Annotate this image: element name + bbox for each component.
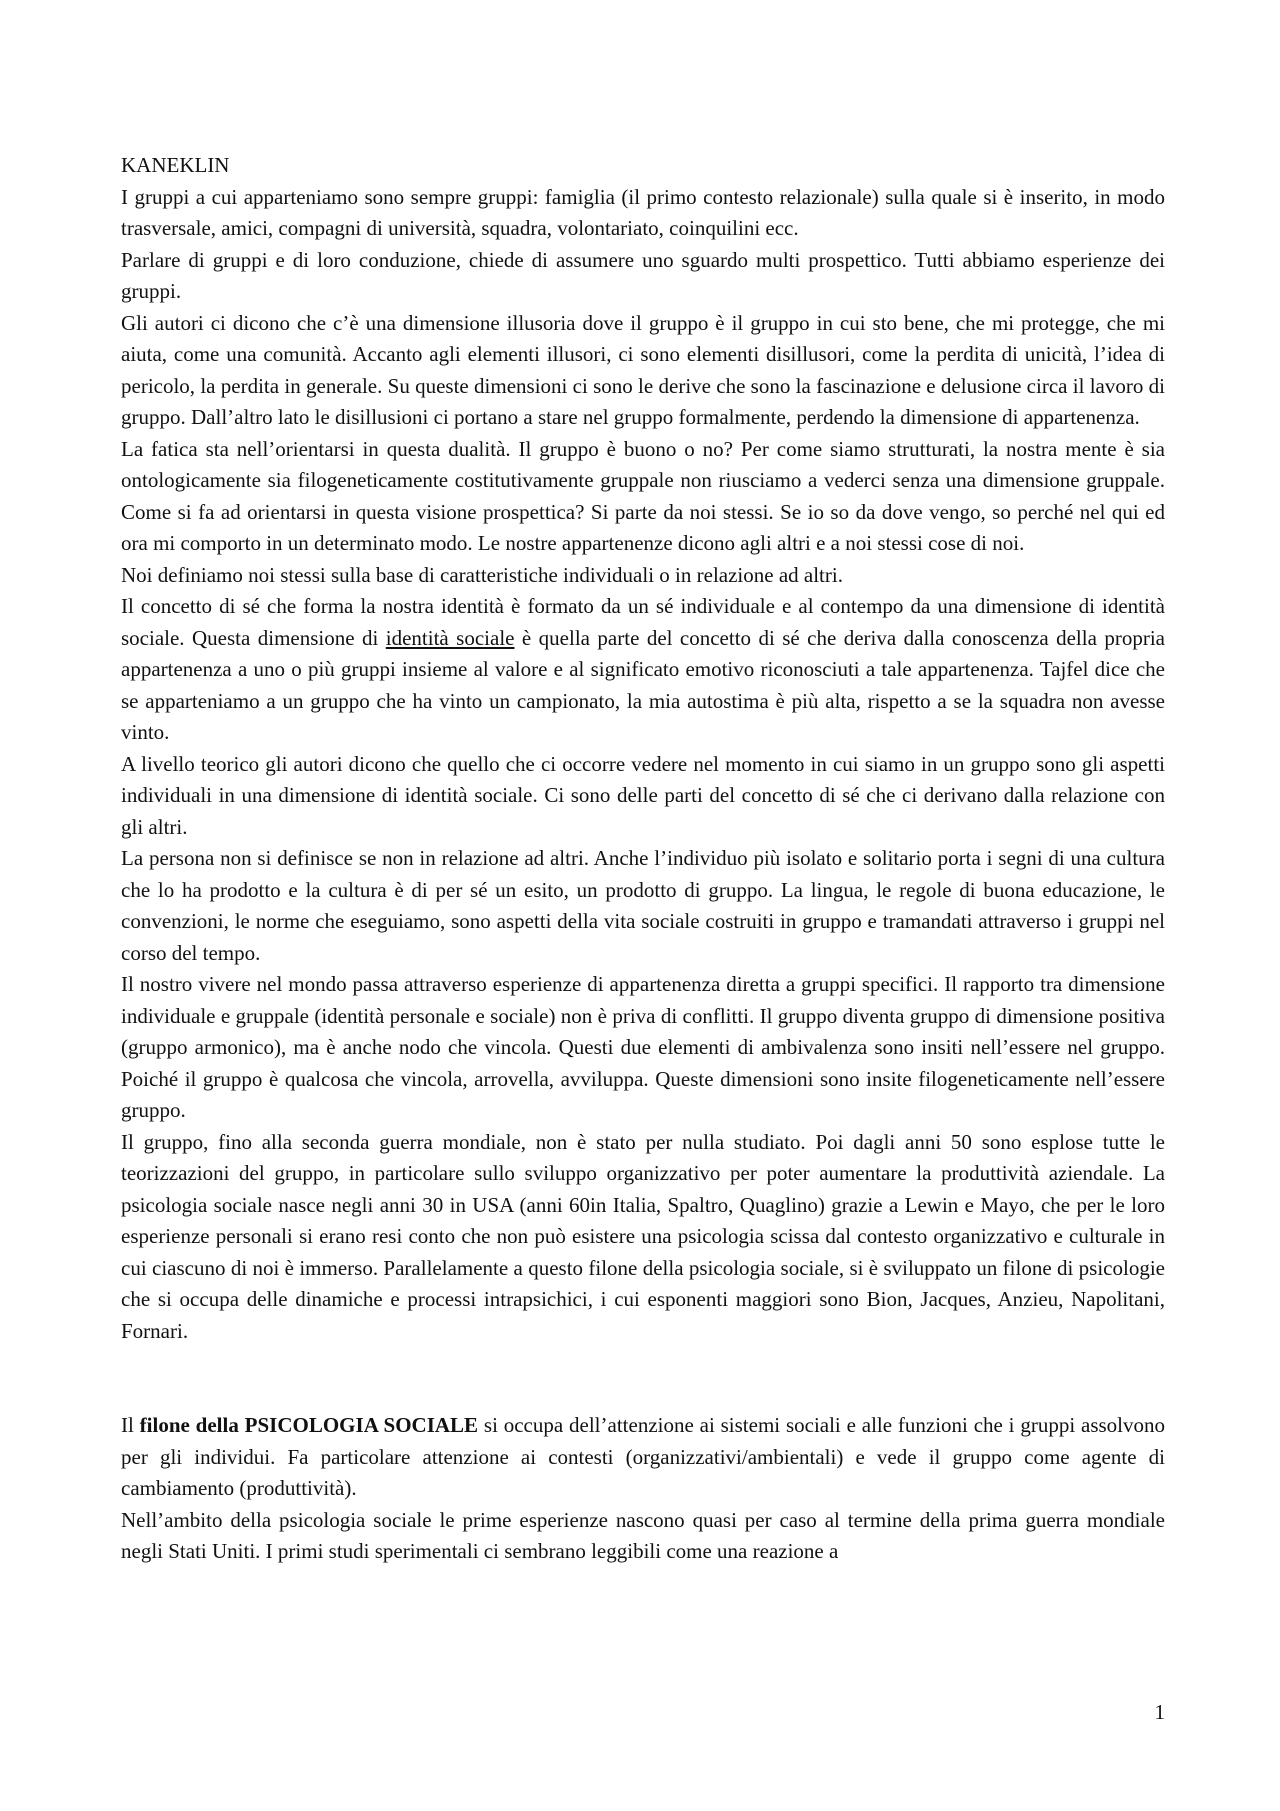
paragraph-text: Il concetto di sé che forma la nostra identità è formato da un sé individuale e al contempo da una dimensione di identità sociale. Questa dimensione di xyxy=(121,594,1165,650)
paragraph: La fatica sta nell’orientarsi in questa dualità. Il gruppo è buono o no? Per come siamo strutturati, la nostra mente è sia ontologicamente sia filogeneticamente costitutivamente gruppale non riusciamo a vederci senza una dimensione gruppale. Come si fa ad orientarsi in questa visione prospettica? Si parte da noi stessi. Se io so da dove vengo, so perché nel qui ed ora mi comporto in un determinato modo. Le nostre appartenenze dicono agli altri e a noi stessi cose di noi. xyxy=(121,436,1165,555)
paragraph: Parlare di gruppi e di loro conduzione, chiede di assumere uno sguardo multi prospettico. Tutti abbiamo esperienze dei gruppi. xyxy=(121,247,1165,303)
paragraph: Il nostro vivere nel mondo passa attraverso esperienze di appartenenza diretta a gruppi specifici. Il rapporto tra dimensione individuale e gruppale (identità personale e sociale) non è priva di conflitti. Il gruppo diventa gruppo di dimensione positiva (gruppo armonico), ma è anche nodo che vincola. Questi due elementi di ambivalenza sono insiti nell’essere nel gruppo. Poiché il gruppo è qualcosa che vincola, arrovella, avviluppa. Queste dimensioni sono insite filogeneticamente nell’essere gruppo. xyxy=(121,972,1165,1122)
document-title: KANEKLIN xyxy=(121,153,230,177)
paragraph: Noi definiamo noi stessi sulla base di caratteristiche individuali o in relazione ad altri. xyxy=(121,562,843,587)
paragraph: Il gruppo, fino alla seconda guerra mondiale, non è stato per nulla studiato. Poi dagli anni 50 sono esplose tutte le teorizzazioni del gruppo, in particolare sullo sviluppo organizzativo per poter aumentare la produttività aziendale. La psicologia sociale nasce negli anni 30 in USA (anni 60in Italia, Spaltro, Quaglino) grazie a Lewin e Mayo, che per le loro esperienze personali si erano resi conto che non può esistere una psicologia scissa dal contesto organizzativo e culturale in cui ciascuno di noi è immerso. Parallelamente a questo filone della psicologia sociale, si è sviluppato un filone di psicologie che si occupa delle dinamiche e processi intrapsichici, i cui esponenti maggiori sono Bion, Jacques, Anzieu, Napolitani, Fornari. xyxy=(121,1129,1165,1343)
paragraph-text: è quella parte del concetto di sé che deriva dalla conoscenza della propria appartenenza a uno o più gruppi insieme al valore e al significato emotivo riconosciuti a tale appartenenza. Tajfel dice che se apparteniamo a un gruppo che ha vinto un campionato, la mia autostima è più alta, rispetto a se la squadra non avesse vinto. xyxy=(121,625,1165,744)
paragraph: A livello teorico gli autori dicono che quello che ci occorre vedere nel momento in cui siamo in un gruppo sono gli aspetti individuali in una dimensione di identità sociale. Ci sono delle parti del concetto di sé che ci derivano dalla relazione con gli altri. xyxy=(121,751,1165,839)
paragraph: I gruppi a cui apparteniamo sono sempre gruppi: famiglia (il primo contesto relazionale) sulla quale si è inserito, in modo trasversale, amici, compagni di università, squadra, volontariato, coinquilini ecc. xyxy=(121,184,1165,240)
bold-heading-term: filone della PSICOLOGIA SOCIALE xyxy=(139,1413,479,1437)
paragraph: Nell’ambito della psicologia sociale le prime esperienze nascono quasi per caso al termine della prima guerra mondiale negli Stati Uniti. I primi studi sperimentali ci sembrano leggibili come una reazione a xyxy=(121,1507,1165,1563)
paragraph: La persona non si definisce se non in relazione ad altri. Anche l’individuo più isolato e solitario porta i segni di una cultura che lo ha prodotto e la cultura è di per sé un esito, un prodotto di gruppo. La lingua, le regole di buona educazione, le convenzioni, le norme che eseguiamo, sono aspetti della vita sociale costruiti in gruppo e tramandati attraverso i gruppi nel corso del tempo. xyxy=(121,846,1165,965)
paragraph-text: Il xyxy=(121,1413,140,1437)
blank-space xyxy=(121,1347,1165,1410)
page-number: 1 xyxy=(1154,1700,1165,1724)
paragraph xyxy=(121,1410,1165,1505)
document-body xyxy=(121,150,1165,1568)
paragraph xyxy=(121,591,1165,749)
underlined-term: identità sociale xyxy=(385,625,515,650)
paragraph: Gli autori ci dicono che c’è una dimensione illusoria dove il gruppo è il gruppo in cui sto bene, che mi protegge, che mi aiuta, come una comunità. Accanto agli elementi illusori, ci sono elementi disillusori, come la perdita di unicità, l’idea di pericolo, la perdita in generale. Su queste dimensioni ci sono le derive che sono la fascinazione e delusione circa il lavoro di gruppo. Dall’altro lato le disillusioni ci portano a stare nel gruppo formalmente, perdendo la dimensione di appartenenza. xyxy=(121,310,1165,429)
paragraph-text: si occupa dell’attenzione ai sistemi sociali e alle funzioni che i gruppi assolvono per gli individui. Fa particolare attenzione ai contesti (organizzativi/ambientali) e vede il gruppo come agente di cambiamento (produttività). xyxy=(121,1413,1165,1500)
